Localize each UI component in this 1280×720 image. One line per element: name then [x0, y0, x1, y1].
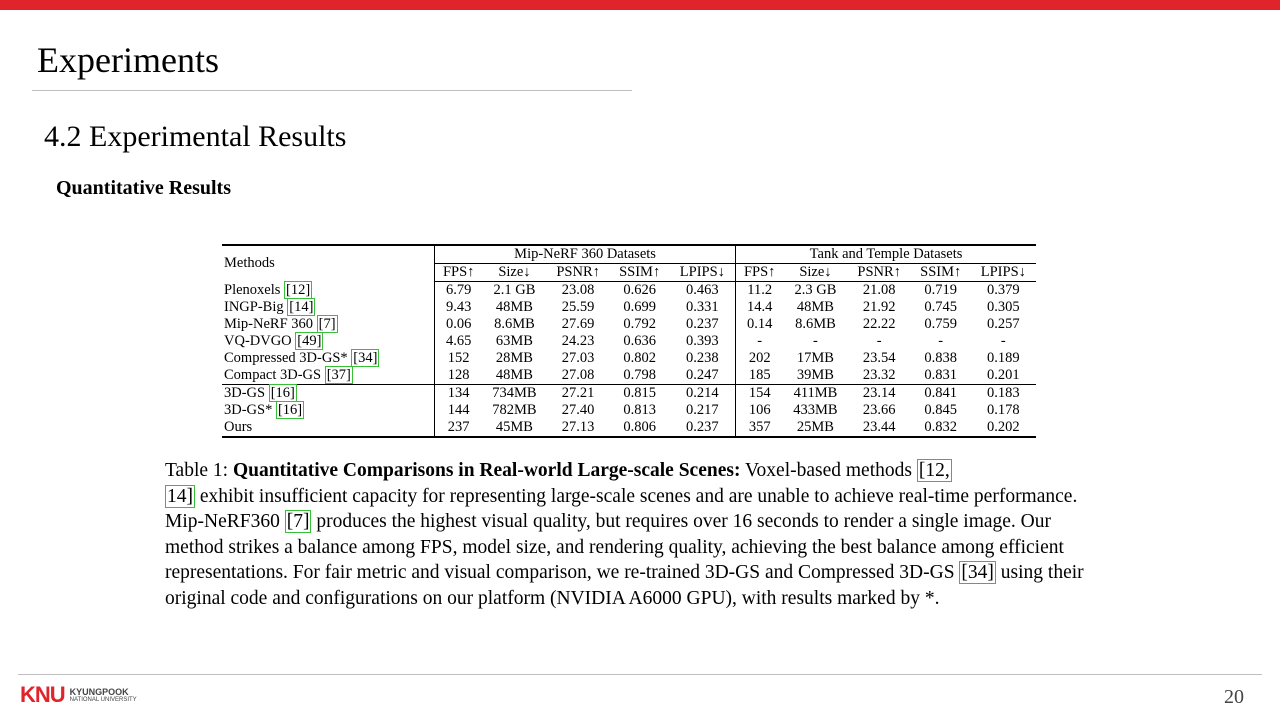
value-cell: 21.92 [862, 299, 896, 315]
value-cell: 0.831 [924, 367, 957, 383]
value-cell: 48MB [495, 367, 533, 383]
logo-wordmark [70, 687, 137, 704]
table-row [222, 419, 1036, 437]
method-name: 3D-GS* [224, 402, 276, 418]
subsection-heading: Quantitative Results [56, 177, 231, 199]
value-cell: 0.798 [623, 367, 656, 383]
value-cell: 4.65 [435, 333, 483, 350]
value-cell: 27.40 [561, 402, 595, 418]
citation-link[interactable]: [14] [289, 299, 314, 315]
value-cell: 25MB [796, 419, 834, 435]
value-cell: 23.14 [848, 385, 911, 403]
value-cell: - [813, 333, 818, 349]
value-cell: 0.832 [924, 419, 957, 435]
value-cell: 23.66 [862, 402, 896, 418]
value-cell: 0.247 [686, 367, 719, 383]
value-cell: 14.4 [736, 299, 784, 316]
method-name-cell [222, 333, 435, 350]
citation-link[interactable]: [49] [297, 333, 322, 349]
value-cell: 0.841 [911, 385, 971, 403]
table-row [222, 367, 1036, 385]
university-logo [20, 684, 137, 706]
value-cell: 2.3 GB [794, 282, 837, 298]
col-header: Size↓ [783, 264, 847, 282]
table-row [222, 350, 1036, 367]
results-table-container [222, 244, 1036, 438]
value-cell: 0.178 [987, 402, 1020, 418]
value-cell: 0.802 [623, 350, 656, 366]
method-name-cell [222, 419, 435, 437]
table-row [222, 282, 1036, 300]
logo-mark: KNU [20, 682, 65, 707]
value-cell: 0.238 [686, 350, 719, 366]
value-cell: 0.463 [686, 282, 719, 298]
value-cell: 27.03 [561, 350, 595, 366]
method-name-cell [222, 350, 435, 367]
col-header: FPS↑ [435, 264, 483, 282]
value-cell: 0.719 [924, 282, 957, 298]
citation-link[interactable]: [37] [326, 367, 351, 383]
col-header: FPS↑ [736, 264, 784, 282]
value-cell: 0.06 [435, 316, 483, 333]
caption-bold-title: Quantitative Comparisons in Real-world Large-scale Scenes: [232, 460, 741, 481]
value-cell: 27.21 [547, 385, 610, 403]
value-cell: 411MB [783, 385, 847, 403]
results-table [222, 244, 1036, 438]
method-name: 3D-GS [224, 385, 269, 401]
table-row [222, 299, 1036, 316]
section-heading: 4.2 Experimental Results [44, 120, 347, 153]
value-cell: 45MB [495, 419, 533, 435]
value-cell: 0.759 [924, 316, 957, 332]
value-cell: 23.54 [862, 350, 896, 366]
value-cell: 0.813 [623, 402, 656, 418]
value-cell: 0.393 [686, 333, 719, 349]
method-name: Plenoxels [224, 281, 285, 298]
table-body [222, 282, 1036, 438]
group-header-mipnerf: Mip-NeRF 360 Datasets [435, 245, 736, 264]
value-cell: 202 [736, 350, 784, 367]
value-cell: 128 [435, 367, 483, 385]
caption-text: using their original code and configurations on our platform (NVIDIA A6000 GPU), with results marked by *. [165, 562, 1084, 609]
citation-link[interactable]: 14] [167, 485, 193, 507]
value-cell: 23.44 [862, 419, 896, 435]
value-cell: 23.32 [862, 367, 896, 383]
value-cell: 27.08 [561, 367, 595, 383]
value-cell: 8.6MB [795, 316, 836, 332]
value-cell: 0.815 [610, 385, 670, 403]
method-name: Compact 3D-GS [224, 367, 325, 383]
value-cell: 17MB [796, 350, 834, 366]
value-cell: 0.202 [987, 419, 1020, 435]
caption-prefix: Table 1: [165, 460, 233, 481]
top-accent-bar [0, 0, 1280, 10]
method-name-cell [222, 367, 435, 385]
citation-link[interactable]: [7] [318, 316, 336, 332]
logo-line-2: NATIONAL UNIVERSITY [69, 696, 137, 703]
value-cell: 106 [736, 402, 784, 419]
value-cell: 2.1 GB [493, 282, 536, 298]
value-cell: 0.331 [686, 299, 719, 315]
value-cell: 185 [736, 367, 784, 385]
value-cell: 154 [736, 385, 784, 403]
value-cell: 0.14 [736, 316, 784, 333]
value-cell: 152 [435, 350, 483, 367]
value-cell: 0.237 [686, 419, 719, 435]
citation-link[interactable]: [16] [270, 385, 295, 401]
method-name: Mip-NeRF 360 [224, 316, 317, 332]
value-cell: - [938, 333, 944, 349]
value-cell: 0.745 [924, 299, 957, 315]
value-cell: 0.214 [670, 385, 736, 403]
value-cell: 0.237 [686, 316, 719, 332]
method-name-cell [222, 282, 435, 300]
methods-header: Methods [224, 255, 275, 272]
value-cell: 48MB [495, 299, 533, 315]
value-cell: 134 [435, 385, 483, 403]
citation-link[interactable]: [34] [961, 562, 994, 583]
value-cell: 0.201 [987, 367, 1020, 383]
value-cell: 39MB [796, 367, 834, 383]
value-cell: 24.23 [561, 333, 595, 349]
slide-title: Experiments [37, 40, 219, 80]
value-cell: - [876, 333, 882, 349]
value-cell: 0.189 [987, 350, 1020, 366]
value-cell: 0.838 [924, 350, 957, 366]
value-cell: - [1000, 333, 1006, 349]
method-name-cell [222, 316, 435, 333]
value-cell: 734MB [482, 385, 546, 403]
group-header-tanks-temples: Tank and Temple Datasets [736, 245, 1036, 264]
method-name-cell [222, 402, 435, 419]
value-cell: 27.69 [561, 316, 595, 332]
value-cell: 0.305 [987, 299, 1020, 315]
footer-divider [18, 674, 1262, 675]
value-cell: 0.257 [987, 316, 1020, 332]
method-name: Compressed 3D-GS* [224, 350, 352, 366]
table-row [222, 333, 1036, 350]
value-cell: 0.626 [623, 282, 656, 298]
value-cell: 27.13 [561, 419, 595, 435]
logo-line-1: KYUNGPOOK [69, 686, 129, 697]
value-cell: 0.183 [971, 385, 1036, 403]
method-name: VQ-DVGO [224, 333, 296, 349]
value-cell: 25.59 [561, 299, 595, 315]
value-cell: 23.08 [561, 282, 595, 298]
method-name-cell [222, 385, 435, 403]
citation-link[interactable]: [12] [286, 281, 311, 298]
value-cell: 0.845 [924, 402, 957, 418]
table-caption [165, 458, 1095, 611]
value-cell: 0.792 [623, 316, 656, 332]
col-header: LPIPS↓ [971, 264, 1036, 282]
citation-link[interactable]: [34] [353, 350, 378, 366]
value-cell: 8.6MB [494, 316, 535, 332]
col-header: SSIM↑ [911, 264, 971, 282]
caption-text: produces the highest visual quality, but requires over 16 seconds to render a single image. Our method strikes a balance among FPS, model size, and rendering quality, achieving the best balance among efficient representations. For fair metric and visual comparison, we re-trained 3D-GS and Compressed 3D-GS [165, 511, 1064, 583]
table-group-header-row [222, 245, 1036, 264]
value-cell: 0.379 [987, 282, 1020, 298]
title-divider [32, 90, 632, 91]
value-cell: 0.217 [686, 402, 719, 418]
value-cell: 144 [435, 402, 483, 419]
value-cell: 0.636 [623, 333, 656, 349]
citation-link[interactable]: [12, [918, 460, 950, 481]
method-name: INGP-Big [224, 299, 288, 315]
col-header: Size↓ [482, 264, 546, 282]
col-header: PSNR↑ [547, 264, 610, 282]
caption-text: Voxel-based methods [740, 460, 917, 481]
value-cell: 237 [435, 419, 483, 437]
value-cell: 6.79 [435, 282, 483, 300]
page-number: 20 [1224, 686, 1244, 708]
value-cell: 63MB [495, 333, 533, 349]
value-cell: 21.08 [862, 282, 896, 298]
table-row [222, 402, 1036, 419]
value-cell: 433MB [793, 402, 838, 418]
col-header: SSIM↑ [610, 264, 670, 282]
value-cell: 357 [736, 419, 784, 437]
value-cell: - [736, 333, 784, 350]
value-cell: 782MB [492, 402, 537, 418]
method-name-cell [222, 299, 435, 316]
value-cell: 48MB [796, 299, 834, 315]
value-cell: 11.2 [736, 282, 784, 300]
citation-link[interactable]: [16] [277, 402, 303, 418]
table-row [222, 385, 1036, 403]
value-cell: 0.699 [623, 299, 656, 315]
value-cell: 9.43 [435, 299, 483, 316]
value-cell: 0.806 [623, 419, 656, 435]
col-header: PSNR↑ [848, 264, 911, 282]
table-row [222, 316, 1036, 333]
value-cell: 28MB [495, 350, 533, 366]
method-name: Ours [224, 419, 253, 435]
value-cell: 22.22 [862, 316, 896, 332]
caption-text: exhibit insufficient capacity for representing large-scale scenes and are unable to achieve real-time performance. Mip-NeRF360 [165, 485, 1078, 532]
col-header: LPIPS↓ [670, 264, 736, 282]
citation-link[interactable]: [7] [286, 511, 310, 532]
